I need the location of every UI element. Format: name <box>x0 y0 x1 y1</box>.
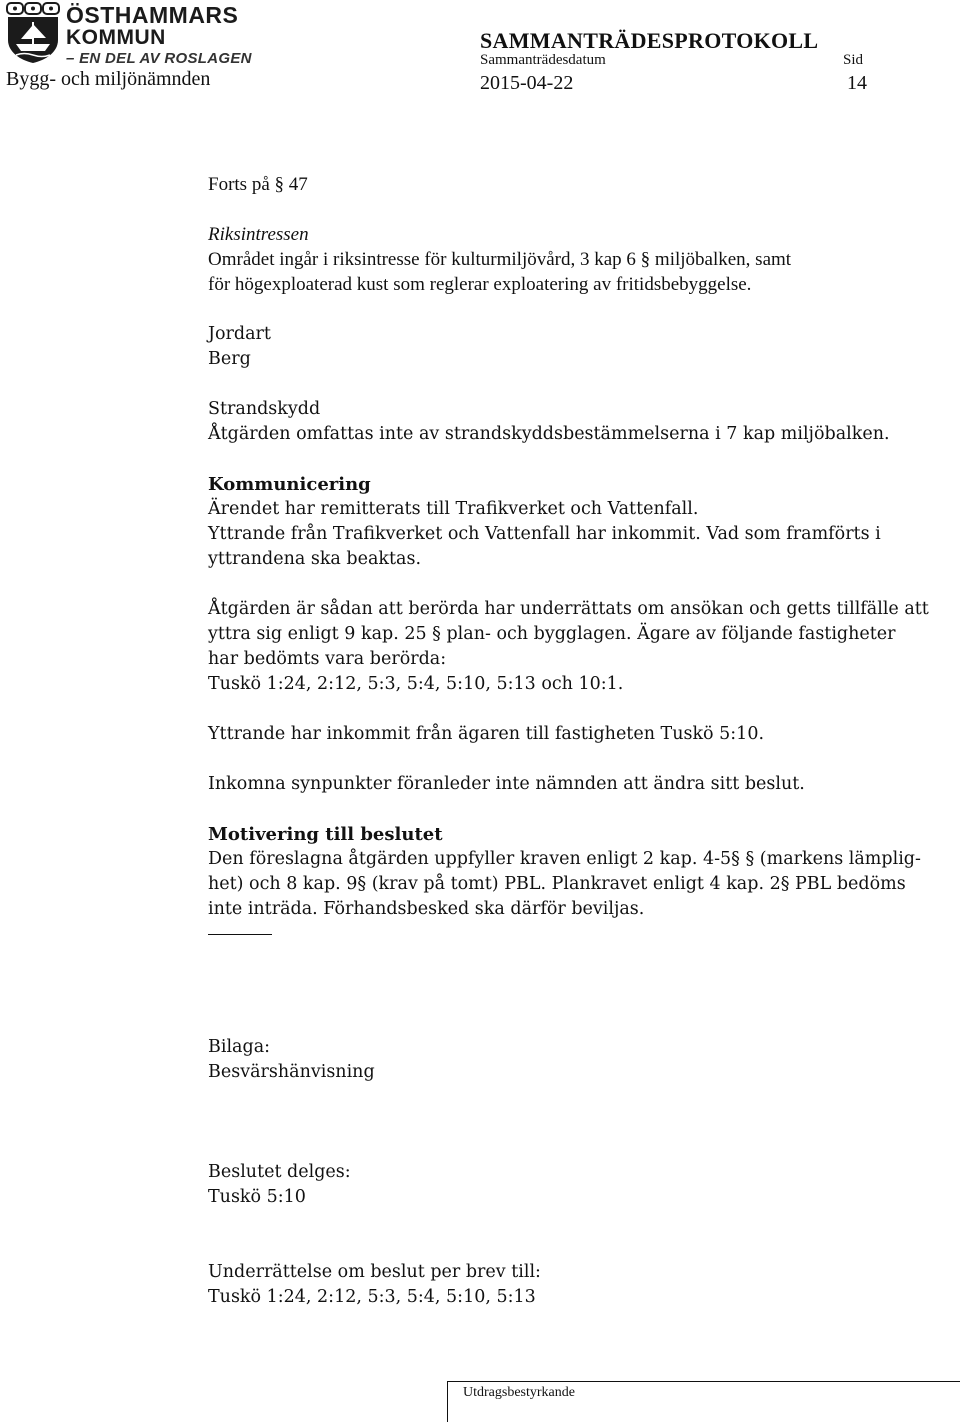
page-number: 14 <box>847 72 867 94</box>
comments-note: Inkomna synpunkter föranleder inte nämnden att ändra sitt beslut. <box>208 774 805 794</box>
riksintressen-heading: Riksintressen <box>208 224 309 245</box>
jordart-value: Berg <box>208 349 251 369</box>
certification-label: Utdragsbestyrkande <box>463 1385 575 1400</box>
brand-tagline: – EN DEL AV ROSLAGEN <box>66 50 252 67</box>
notification-line: har bedömts vara berörda: <box>208 649 447 669</box>
kommunicering-line: Yttrande från Trafikverket och Vattenfall har inkommit. Vad som framförts i <box>208 524 881 544</box>
motivering-heading: Motivering till beslutet <box>208 824 443 845</box>
ship-crest-icon <box>6 2 60 64</box>
bilaga-value: Besvärshänvisning <box>208 1062 375 1082</box>
jordart-heading: Jordart <box>208 324 271 344</box>
strandskydd-heading: Strandskydd <box>208 399 321 419</box>
continued-from-section: Forts på § 47 <box>208 174 308 195</box>
delges-value: Tuskö 5:10 <box>208 1187 306 1207</box>
brand-subname: KOMMUN <box>66 26 166 49</box>
riksintressen-line: Området ingår i riksintresse för kulturmiljövård, 3 kap 6 § miljöbalken, samt <box>208 249 792 270</box>
meeting-date: 2015-04-22 <box>480 72 574 94</box>
underrattelse-value: Tuskö 1:24, 2:12, 5:3, 5:4, 5:10, 5:13 <box>208 1287 536 1307</box>
strandskydd-value: Åtgärden omfattas inte av strandskyddsbestämmelserna i 7 kap miljöbalken. <box>208 424 890 444</box>
statement-received: Yttrande har inkommit från ägaren till fastigheten Tuskö 5:10. <box>208 724 765 744</box>
brand-name: ÖSTHAMMARS <box>66 2 239 28</box>
kommunicering-heading: Kommunicering <box>208 474 371 495</box>
motivering-line: Den föreslagna åtgärden uppfyller kraven enligt 2 kap. 4-5§ § (markens lämplig- <box>208 849 921 869</box>
kommunicering-line: yttrandena ska beaktas. <box>208 549 422 569</box>
underrattelse-label: Underrättelse om beslut per brev till: <box>208 1262 541 1282</box>
bilaga-label: Bilaga: <box>208 1037 271 1057</box>
document-title: SAMMANTRÄDESPROTOKOLL <box>480 28 819 53</box>
notification-line: Tuskö 1:24, 2:12, 5:3, 5:4, 5:10, 5:13 och 10:1. <box>208 674 624 694</box>
kommunicering-line: Ärendet har remitterats till Trafikverket och Vattenfall. <box>208 499 699 519</box>
notification-line: Åtgärden är sådan att berörda har underrättats om ansökan och getts tillfälle att <box>208 599 929 619</box>
delges-label: Beslutet delges: <box>208 1162 351 1182</box>
motivering-line: inte inträda. Förhandsbesked ska därför beviljas. <box>208 899 645 919</box>
riksintressen-line: för högexploaterad kust som reglerar exploatering av fritidsbebyggelse. <box>208 274 752 295</box>
department-name: Bygg- och miljönämnden <box>6 68 211 90</box>
meeting-date-label: Sammanträdesdatum <box>480 52 606 68</box>
municipality-logo <box>6 2 60 64</box>
motivering-line: het) och 8 kap. 9§ (krav på tomt) PBL. Plankravet enligt 4 kap. 2§ PBL bedöms <box>208 874 906 894</box>
protocol-body <box>208 172 929 1310</box>
notification-line: yttra sig enligt 9 kap. 25 § plan- och bygglagen. Ägare av följande fastigheter <box>208 624 896 644</box>
page-number-label: Sid <box>843 52 864 68</box>
